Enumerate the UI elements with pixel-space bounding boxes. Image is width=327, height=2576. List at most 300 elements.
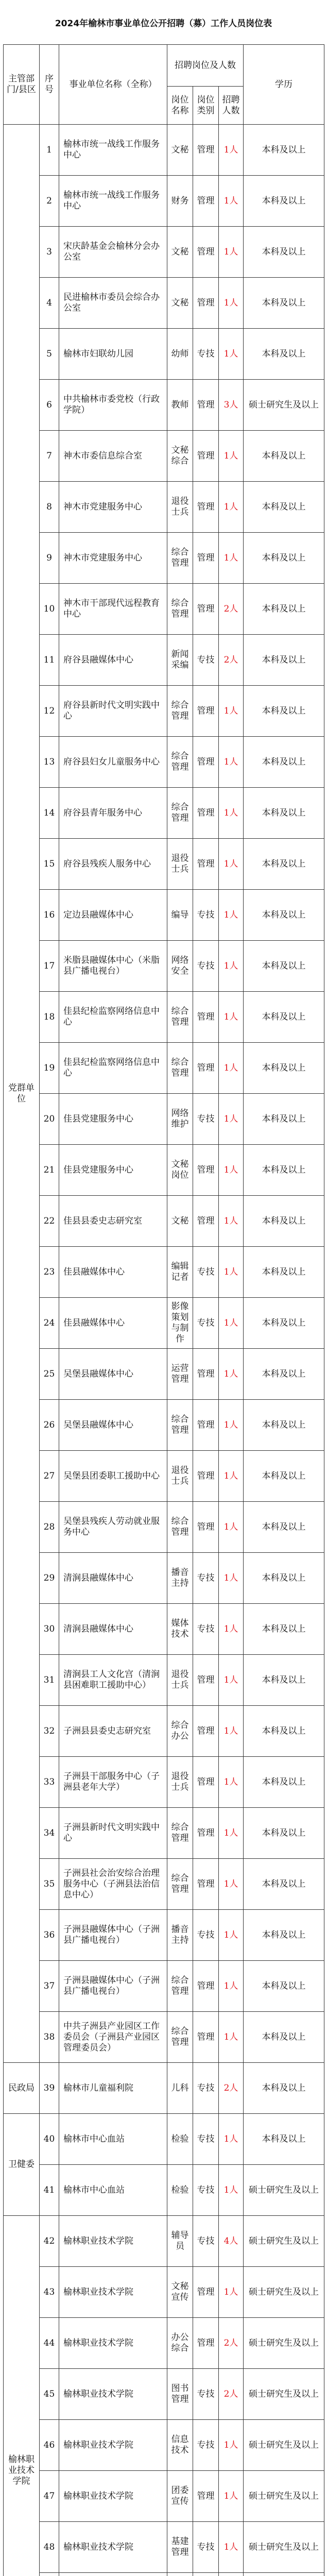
table-row <box>4 584 324 635</box>
count-cell <box>219 2573 244 2576</box>
post-cell: 退役士兵 <box>167 482 193 533</box>
post-cell: 信息技术 <box>167 2420 193 2471</box>
count-cell: 1人 <box>219 1859 244 1910</box>
type-cell: 管理 <box>193 1502 219 1553</box>
unit-cell: 神木市干部现代远程教育中心 <box>59 584 167 635</box>
table-row <box>4 1553 324 1604</box>
seq-cell: 7 <box>40 431 59 482</box>
post-cell: 文秘 <box>167 1196 193 1247</box>
unit-cell: 榆林市统一战线工作服务中心 <box>59 125 167 176</box>
edu-cell: 硕士研究生及以上 <box>244 2165 324 2216</box>
count-cell: 3人 <box>219 380 244 431</box>
post-cell: 综合管理 <box>167 686 193 737</box>
post-cell: 网络维护 <box>167 1094 193 1145</box>
seq-cell: 41 <box>40 2165 59 2216</box>
type-cell: 管理 <box>193 1400 219 1451</box>
table-row <box>4 2369 324 2420</box>
count-cell: 1人 <box>219 227 244 278</box>
edu-cell: 本科及以上 <box>244 737 324 788</box>
edu-cell: 本科及以上 <box>244 1502 324 1553</box>
type-cell: 管理 <box>193 2012 219 2063</box>
edu-cell: 本科及以上 <box>244 1553 324 1604</box>
table-row <box>4 2165 324 2216</box>
seq-cell: 10 <box>40 584 59 635</box>
table-row <box>4 2573 324 2576</box>
unit-cell: 子洲县干部服务中心（子洲县老年大学） <box>59 1757 167 1808</box>
type-cell: 专技 <box>193 1094 219 1145</box>
edu-cell: 本科及以上 <box>244 533 324 584</box>
seq-cell: 39 <box>40 2063 59 2114</box>
post-cell: 网络安全 <box>167 941 193 992</box>
edu-cell: 本科及以上 <box>244 176 324 227</box>
post-cell: 文秘 <box>167 227 193 278</box>
table-row <box>4 992 324 1043</box>
count-cell: 1人 <box>219 941 244 992</box>
table-row <box>4 2420 324 2471</box>
unit-cell: 榆林职业技术学院 <box>59 2318 167 2369</box>
count-cell: 1人 <box>219 2471 244 2522</box>
post-cell: 综合管理 <box>167 584 193 635</box>
type-cell: 管理 <box>193 1859 219 1910</box>
unit-cell: 佳县县委史志研究室 <box>59 1196 167 1247</box>
post-cell: 综合管理 <box>167 1502 193 1553</box>
unit-cell: 吴堡县融媒体中心 <box>59 1400 167 1451</box>
unit-cell: 榆林市儿童福利院 <box>59 2063 167 2114</box>
table-row <box>4 2063 324 2114</box>
count-cell: 1人 <box>219 1400 244 1451</box>
count-cell: 1人 <box>219 1247 244 1298</box>
unit-cell: 子洲县融媒体中心（子洲县广播电视台） <box>59 1961 167 2012</box>
type-cell: 专技 <box>193 2165 219 2216</box>
post-cell: 财务 <box>167 176 193 227</box>
post-cell: 综合办公 <box>167 1706 193 1757</box>
unit-cell: 中共子洲县产业园区工作委员会（子洲县产业园区管理委员会） <box>59 2012 167 2063</box>
table-row <box>4 2318 324 2369</box>
post-cell: 播音主持 <box>167 1910 193 1961</box>
table-row <box>4 1349 324 1400</box>
type-cell: 专技 <box>193 635 219 686</box>
seq-cell: 5 <box>40 329 59 380</box>
count-cell: 1人 <box>219 788 244 839</box>
count-cell: 1人 <box>219 176 244 227</box>
type-cell: 管理 <box>193 2318 219 2369</box>
unit-cell: 佳县融媒体中心 <box>59 1247 167 1298</box>
unit-cell: 佳县融媒体中心 <box>59 1298 167 1349</box>
table-row <box>4 635 324 686</box>
edu-cell: 本科及以上 <box>244 2063 324 2114</box>
type-cell: 管理 <box>193 737 219 788</box>
type-cell: 管理 <box>193 839 219 890</box>
unit-cell: 米脂县融媒体中心（米脂县广播电视台） <box>59 941 167 992</box>
type-cell: 管理 <box>193 1145 219 1196</box>
post-cell: 基建管理 <box>167 2522 193 2573</box>
table-row <box>4 1298 324 1349</box>
edu-cell: 硕士研究生及以上 <box>244 2267 324 2318</box>
count-cell: 1人 <box>219 992 244 1043</box>
table-row <box>4 839 324 890</box>
post-cell: 文秘综合 <box>167 431 193 482</box>
table-row <box>4 2216 324 2267</box>
edu-cell: 本科及以上 <box>244 1298 324 1349</box>
post-cell: 综合管理 <box>167 992 193 1043</box>
count-cell: 2人 <box>219 635 244 686</box>
type-cell: 管理 <box>193 227 219 278</box>
type-cell: 管理 <box>193 482 219 533</box>
unit-cell: 子洲县社会治安综合治理服务中心（子洲县法治信息中心） <box>59 1859 167 1910</box>
table-row <box>4 1145 324 1196</box>
table-row <box>4 482 324 533</box>
post-cell: 综合管理 <box>167 737 193 788</box>
table-header-row <box>4 45 324 87</box>
unit-cell: 宋庆龄基金会榆林分会办公室 <box>59 227 167 278</box>
table-row <box>4 227 324 278</box>
type-cell: 管理 <box>193 431 219 482</box>
count-cell: 1人 <box>219 1757 244 1808</box>
edu-cell: 硕士研究生及以上 <box>244 2522 324 2573</box>
seq-cell: 42 <box>40 2216 59 2267</box>
type-cell: 专技 <box>193 1604 219 1655</box>
unit-cell: 子洲县融媒体中心（子洲县广播电视台） <box>59 1910 167 1961</box>
post-cell: 办公综合 <box>167 2318 193 2369</box>
unit-cell: 榆林职业技术学院 <box>59 2369 167 2420</box>
type-cell: 管理 <box>193 2471 219 2522</box>
edu-cell: 本科及以上 <box>244 1757 324 1808</box>
edu-cell: 本科及以上 <box>244 329 324 380</box>
seq-cell: 25 <box>40 1349 59 1400</box>
seq-cell: 6 <box>40 380 59 431</box>
post-cell: 播音主持 <box>167 1553 193 1604</box>
table-row <box>4 1043 324 1094</box>
seq-cell: 24 <box>40 1298 59 1349</box>
post-cell: 媒体技术 <box>167 1604 193 1655</box>
dept-cell: 榆林职业技术学院 <box>4 2216 40 2576</box>
table-row <box>4 1196 324 1247</box>
header-count: 招聘人数 <box>219 87 244 125</box>
edu-cell: 本科及以上 <box>244 1961 324 2012</box>
edu-cell: 本科及以上 <box>244 2114 324 2165</box>
page-title: 2024年榆林市事业单位公开招聘（募）工作人员岗位表 <box>0 0 327 44</box>
edu-cell: 本科及以上 <box>244 1043 324 1094</box>
table-row <box>4 1910 324 1961</box>
post-cell: 退役士兵 <box>167 1655 193 1706</box>
unit-cell: 榆林市中心血站 <box>59 2114 167 2165</box>
type-cell: 专技 <box>193 1298 219 1349</box>
edu-cell: 本科及以上 <box>244 941 324 992</box>
type-cell: 专技 <box>193 2420 219 2471</box>
count-cell: 1人 <box>219 125 244 176</box>
type-cell: 专技 <box>193 329 219 380</box>
edu-cell: 本科及以上 <box>244 1400 324 1451</box>
unit-cell: 榆林市中心血站 <box>59 2165 167 2216</box>
unit-cell: 吴堡县残疾人劳动就业服务中心 <box>59 1502 167 1553</box>
table-row <box>4 176 324 227</box>
post-cell: 综合管理 <box>167 788 193 839</box>
table-row <box>4 431 324 482</box>
post-cell: 综合管理 <box>167 2012 193 2063</box>
table-row <box>4 1961 324 2012</box>
seq-cell: 13 <box>40 737 59 788</box>
seq-cell: 16 <box>40 890 59 941</box>
table-row <box>4 2267 324 2318</box>
table-row <box>4 2471 324 2522</box>
post-cell: 退役士兵 <box>167 839 193 890</box>
seq-cell: 15 <box>40 839 59 890</box>
type-cell: 管理 <box>193 533 219 584</box>
post-cell: 图书管理 <box>167 2369 193 2420</box>
post-cell: 文秘 <box>167 125 193 176</box>
type-cell: 管理 <box>193 1196 219 1247</box>
count-cell: 1人 <box>219 482 244 533</box>
table-row <box>4 1094 324 1145</box>
type-cell: 管理 <box>193 1655 219 1706</box>
type-cell: 专技 <box>193 890 219 941</box>
table-row <box>4 737 324 788</box>
type-cell: 管理 <box>193 2267 219 2318</box>
seq-cell: 33 <box>40 1757 59 1808</box>
count-cell: 1人 <box>219 1808 244 1859</box>
unit-cell: 佳县纪检监察网络信息中心 <box>59 1043 167 1094</box>
table-row <box>4 1604 324 1655</box>
seq-cell: 22 <box>40 1196 59 1247</box>
count-cell: 1人 <box>219 1451 244 1502</box>
post-cell: 综合管理 <box>167 533 193 584</box>
unit-cell: 子洲县县委史志研究室 <box>59 1706 167 1757</box>
dept-cell: 卫健委 <box>4 2114 40 2216</box>
count-cell: 1人 <box>219 1961 244 2012</box>
post-cell: 幼师 <box>167 329 193 380</box>
count-cell: 1人 <box>219 1145 244 1196</box>
edu-cell: 本科及以上 <box>244 686 324 737</box>
type-cell <box>193 2573 219 2576</box>
type-cell: 管理 <box>193 176 219 227</box>
table-row <box>4 278 324 329</box>
unit-cell: 府谷县青年服务中心 <box>59 788 167 839</box>
unit-cell: 榆林职业技术学院 <box>59 2420 167 2471</box>
edu-cell: 本科及以上 <box>244 278 324 329</box>
table-row <box>4 380 324 431</box>
unit-cell: 神木市党建服务中心 <box>59 482 167 533</box>
seq-cell: 18 <box>40 992 59 1043</box>
seq-cell: 48 <box>40 2522 59 2573</box>
seq-cell: 17 <box>40 941 59 992</box>
count-cell: 2人 <box>219 2063 244 2114</box>
table-row <box>4 890 324 941</box>
type-cell: 专技 <box>193 2063 219 2114</box>
table-row <box>4 2522 324 2573</box>
positions-table <box>3 44 324 2576</box>
post-cell <box>167 2573 193 2576</box>
type-cell: 管理 <box>193 686 219 737</box>
unit-cell: 清涧县融媒体中心 <box>59 1604 167 1655</box>
table-row <box>4 1757 324 1808</box>
unit-cell: 神木市党建服务中心 <box>59 533 167 584</box>
post-cell: 综合管理 <box>167 1961 193 2012</box>
header-plan: 招聘岗位及人数 <box>167 45 244 87</box>
count-cell: 2人 <box>219 2369 244 2420</box>
header-edu: 学历 <box>244 45 324 125</box>
type-cell: 管理 <box>193 992 219 1043</box>
seq-cell: 38 <box>40 2012 59 2063</box>
type-cell: 专技 <box>193 2216 219 2267</box>
unit-cell: 子洲县新时代文明实践中心 <box>59 1808 167 1859</box>
count-cell: 1人 <box>219 2267 244 2318</box>
header-type: 岗位类别 <box>193 87 219 125</box>
seq-cell: 19 <box>40 1043 59 1094</box>
seq-cell: 34 <box>40 1808 59 1859</box>
post-cell: 检验 <box>167 2114 193 2165</box>
edu-cell: 本科及以上 <box>244 839 324 890</box>
dept-cell: 民政局 <box>4 2063 40 2114</box>
unit-cell: 佳县党建服务中心 <box>59 1145 167 1196</box>
unit-cell: 榆林市统一战线工作服务中心 <box>59 176 167 227</box>
count-cell: 1人 <box>219 278 244 329</box>
count-cell: 1人 <box>219 737 244 788</box>
unit-cell: 榆林职业技术学院 <box>59 2216 167 2267</box>
table-row <box>4 1400 324 1451</box>
post-cell: 文秘岗位 <box>167 1145 193 1196</box>
post-cell: 综合管理 <box>167 1043 193 1094</box>
count-cell: 1人 <box>219 839 244 890</box>
post-cell: 退役士兵 <box>167 1757 193 1808</box>
count-cell: 1人 <box>219 1604 244 1655</box>
unit-cell: 佳县党建服务中心 <box>59 1094 167 1145</box>
seq-cell: 2 <box>40 176 59 227</box>
dept-cell: 党群单位 <box>4 125 40 2063</box>
type-cell: 管理 <box>193 1451 219 1502</box>
unit-cell: 府谷县融媒体中心 <box>59 635 167 686</box>
edu-cell: 本科及以上 <box>244 584 324 635</box>
post-cell: 编辑记者 <box>167 1247 193 1298</box>
post-cell: 运营管理 <box>167 1349 193 1400</box>
type-cell: 管理 <box>193 584 219 635</box>
table-row <box>4 533 324 584</box>
seq-cell: 11 <box>40 635 59 686</box>
seq-cell: 36 <box>40 1910 59 1961</box>
table-row <box>4 2012 324 2063</box>
edu-cell: 本科及以上 <box>244 1706 324 1757</box>
unit-cell: 榆林职业技术学院 <box>59 2522 167 2573</box>
edu-cell: 本科及以上 <box>244 1349 324 1400</box>
type-cell: 专技 <box>193 2522 219 2573</box>
count-cell: 1人 <box>219 2522 244 2573</box>
type-cell: 管理 <box>193 1043 219 1094</box>
edu-cell: 本科及以上 <box>244 227 324 278</box>
table-row <box>4 1247 324 1298</box>
edu-cell: 本科及以上 <box>244 2012 324 2063</box>
post-cell: 文秘宣传 <box>167 2267 193 2318</box>
post-cell: 儿科 <box>167 2063 193 2114</box>
type-cell: 管理 <box>193 380 219 431</box>
seq-cell: 27 <box>40 1451 59 1502</box>
count-cell: 1人 <box>219 890 244 941</box>
type-cell: 管理 <box>193 1808 219 1859</box>
seq-cell: 37 <box>40 1961 59 2012</box>
seq-cell: 12 <box>40 686 59 737</box>
edu-cell: 硕士研究生及以上 <box>244 2369 324 2420</box>
table-row <box>4 1502 324 1553</box>
seq-cell: 8 <box>40 482 59 533</box>
post-cell: 编导 <box>167 890 193 941</box>
type-cell: 管理 <box>193 788 219 839</box>
seq-cell: 46 <box>40 2420 59 2471</box>
type-cell: 管理 <box>193 1349 219 1400</box>
edu-cell: 本科及以上 <box>244 431 324 482</box>
post-cell: 辅导员 <box>167 2216 193 2267</box>
edu-cell: 硕士研究生及以上 <box>244 2420 324 2471</box>
count-cell: 2人 <box>219 2318 244 2369</box>
edu-cell: 硕士研究生及以上 <box>244 380 324 431</box>
table-row <box>4 2114 324 2165</box>
edu-cell: 本科及以上 <box>244 1145 324 1196</box>
unit-cell: 府谷县残疾人服务中心 <box>59 839 167 890</box>
edu-cell: 本科及以上 <box>244 125 324 176</box>
table-row <box>4 125 324 176</box>
seq-cell: 4 <box>40 278 59 329</box>
type-cell: 管理 <box>193 1757 219 1808</box>
seq-cell: 43 <box>40 2267 59 2318</box>
type-cell: 管理 <box>193 278 219 329</box>
post-cell: 教师 <box>167 380 193 431</box>
edu-cell: 硕士研究生及以上 <box>244 2216 324 2267</box>
post-cell: 团委宣传 <box>167 2471 193 2522</box>
unit-cell: 榆林职业技术学院 <box>59 2267 167 2318</box>
type-cell: 专技 <box>193 1247 219 1298</box>
seq-cell: 1 <box>40 125 59 176</box>
post-cell: 新闻采编 <box>167 635 193 686</box>
count-cell: 1人 <box>219 686 244 737</box>
post-cell: 退役士兵 <box>167 1451 193 1502</box>
unit-cell: 清涧县融媒体中心 <box>59 1553 167 1604</box>
count-cell: 1人 <box>219 2012 244 2063</box>
count-cell: 1人 <box>219 1706 244 1757</box>
post-cell: 文秘 <box>167 278 193 329</box>
count-cell: 1人 <box>219 1910 244 1961</box>
seq-cell: 14 <box>40 788 59 839</box>
count-cell: 4人 <box>219 2216 244 2267</box>
seq-cell: 44 <box>40 2318 59 2369</box>
edu-cell: 本科及以上 <box>244 1451 324 1502</box>
seq-cell: 45 <box>40 2369 59 2420</box>
edu-cell: 本科及以上 <box>244 992 324 1043</box>
post-cell: 综合管理 <box>167 1859 193 1910</box>
count-cell: 1人 <box>219 1349 244 1400</box>
seq-cell: 21 <box>40 1145 59 1196</box>
count-cell: 1人 <box>219 1043 244 1094</box>
edu-cell: 硕士研究生及以上 <box>244 2471 324 2522</box>
seq-cell: 3 <box>40 227 59 278</box>
count-cell: 1人 <box>219 1553 244 1604</box>
count-cell: 1人 <box>219 2114 244 2165</box>
type-cell: 专技 <box>193 1910 219 1961</box>
seq-cell: 26 <box>40 1400 59 1451</box>
header-post: 岗位名称 <box>167 87 193 125</box>
type-cell: 专技 <box>193 1553 219 1604</box>
seq-cell: 35 <box>40 1859 59 1910</box>
count-cell: 1人 <box>219 431 244 482</box>
seq-cell: 28 <box>40 1502 59 1553</box>
count-cell: 1人 <box>219 1655 244 1706</box>
table-row <box>4 1451 324 1502</box>
type-cell: 专技 <box>193 2114 219 2165</box>
edu-cell: 本科及以上 <box>244 890 324 941</box>
seq-cell <box>40 2573 59 2576</box>
edu-cell <box>244 2573 324 2576</box>
type-cell: 管理 <box>193 125 219 176</box>
header-unit: 事业单位名称（全称） <box>59 45 167 125</box>
unit-cell: 佳县纪检监察网络信息中心 <box>59 992 167 1043</box>
count-cell: 1人 <box>219 533 244 584</box>
unit-cell: 府谷县新时代文明实践中心 <box>59 686 167 737</box>
